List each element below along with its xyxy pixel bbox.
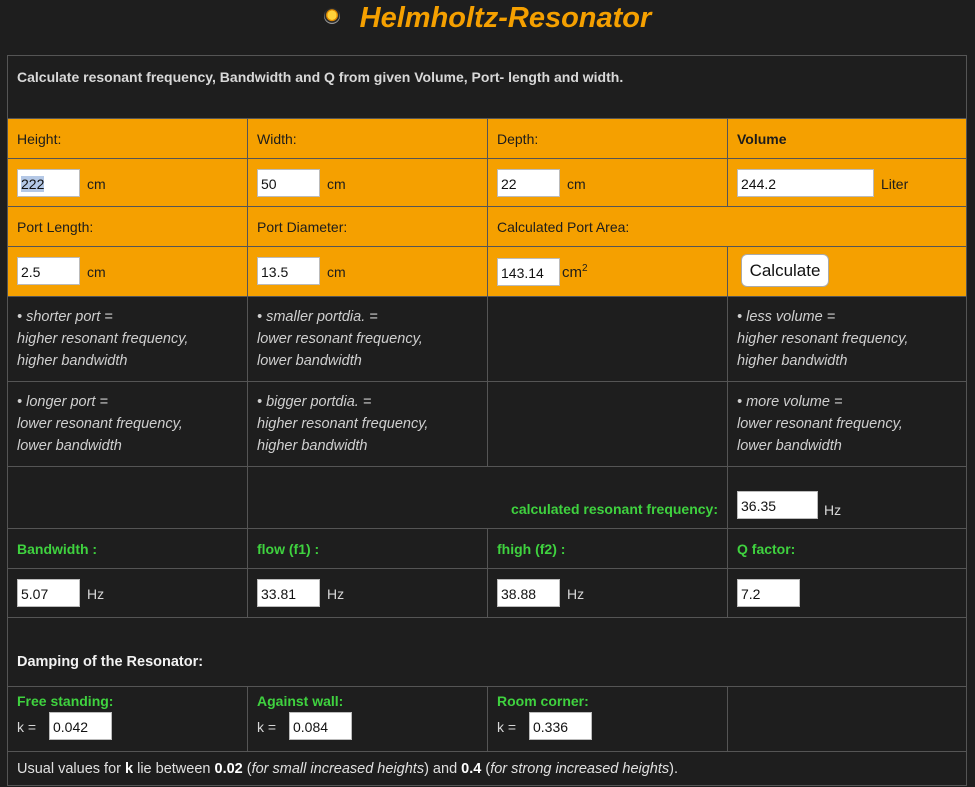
port-diameter-label-cell xyxy=(248,207,488,247)
footer-italic: for small increased heights xyxy=(251,761,425,777)
hint-line: • less volume = xyxy=(737,309,836,325)
hint-line: lower resonant frequency, xyxy=(17,416,183,432)
hint-longer-port xyxy=(8,382,248,467)
width-input[interactable]: 50 xyxy=(257,169,320,197)
intro-text: Calculate resonant frequency, Bandwidth and Q from given Volume, Port- length and width. xyxy=(17,69,624,85)
volume-label: Volume xyxy=(737,131,787,147)
hint-text xyxy=(737,306,908,372)
width-label-cell xyxy=(248,119,488,159)
damping-heading-row xyxy=(8,618,966,686)
bandwidth-value-cell xyxy=(8,569,248,618)
q-label-cell xyxy=(728,529,966,569)
bandwidth-unit: Hz xyxy=(87,586,105,602)
hint-text xyxy=(257,391,428,457)
room-corner-label: Room corner: xyxy=(497,693,589,709)
port-diameter-input[interactable]: 13.5 xyxy=(257,257,320,285)
damping-heading: Damping of the Resonator: xyxy=(17,654,204,670)
calculate-button[interactable]: Calculate xyxy=(741,254,829,287)
q-value-cell xyxy=(728,569,966,618)
flow-value-cell xyxy=(248,569,488,618)
k-label: k = xyxy=(497,719,517,735)
footer-part: ) and xyxy=(424,761,462,777)
footer-min-value: 0.02 xyxy=(214,761,243,777)
hint-line: higher resonant frequency, xyxy=(17,331,189,347)
depth-label-cell xyxy=(488,119,728,159)
intro-row xyxy=(8,56,966,119)
height-input[interactable] xyxy=(17,169,80,197)
hint-line: • more volume = xyxy=(737,394,843,410)
k-label: k = xyxy=(257,719,277,735)
port-area-cell xyxy=(488,247,728,297)
hint-line: higher bandwidth xyxy=(17,353,128,369)
footer-part: ( xyxy=(481,761,491,777)
free-standing-cell xyxy=(8,686,248,752)
footer-part: Usual values for xyxy=(17,761,125,777)
depth-label: Depth: xyxy=(497,131,539,147)
port-length-input-cell xyxy=(8,247,248,297)
hint-smaller-portdia xyxy=(248,297,488,382)
port-diameter-label: Port Diameter: xyxy=(257,219,348,235)
footer-note xyxy=(8,752,966,787)
volume-input-cell xyxy=(728,159,966,207)
footer-part: ). xyxy=(669,761,678,777)
hint-line: lower bandwidth xyxy=(257,353,362,369)
hint-line: lower bandwidth xyxy=(737,438,842,454)
height-input-value: 222 xyxy=(21,176,45,192)
port-area-unit-text: cm xyxy=(562,264,582,281)
volume-input[interactable]: 244.2 xyxy=(737,169,874,197)
k-label: k = xyxy=(17,719,37,735)
hint-line: higher bandwidth xyxy=(257,438,368,454)
port-area-unit xyxy=(562,263,588,281)
hint-text xyxy=(17,391,183,457)
bandwidth-label-cell xyxy=(8,529,248,569)
port-area-unit-sup: 2 xyxy=(582,263,588,274)
empty-cell xyxy=(488,382,728,467)
page-title-text: Helmholtz-Resonator xyxy=(359,2,652,34)
volume-label-cell xyxy=(728,119,966,159)
footer-part: ( xyxy=(242,761,252,777)
empty-cell xyxy=(488,297,728,382)
port-length-unit: cm xyxy=(87,264,106,280)
resonant-frequency-label: calculated resonant frequency: xyxy=(511,501,718,517)
resonant-unit: Hz xyxy=(824,502,842,518)
width-unit: cm xyxy=(327,176,346,192)
free-standing-k-input[interactable]: 0.042 xyxy=(49,712,112,740)
hint-text xyxy=(17,306,188,372)
empty-cell xyxy=(728,686,966,752)
footer-k: k xyxy=(125,761,134,777)
against-wall-cell xyxy=(248,686,488,752)
height-label: Height: xyxy=(17,131,62,147)
hint-line: higher resonant frequency, xyxy=(737,331,909,347)
hint-line: higher bandwidth xyxy=(737,353,848,369)
fhigh-unit: Hz xyxy=(567,586,585,602)
hint-more-volume xyxy=(728,382,966,467)
height-label-cell xyxy=(8,119,248,159)
page-title xyxy=(0,0,975,38)
bullet-icon xyxy=(324,8,340,24)
q-factor-output: 7.2 xyxy=(737,579,800,607)
against-wall-k-input[interactable]: 0.084 xyxy=(289,712,352,740)
height-input-cell xyxy=(8,159,248,207)
hint-line: • bigger portdia. = xyxy=(257,394,372,410)
fhigh-label-cell xyxy=(488,529,728,569)
empty-cell xyxy=(8,467,248,529)
q-factor-label: Q factor: xyxy=(737,541,796,557)
width-label: Width: xyxy=(257,131,297,147)
free-standing-label: Free standing: xyxy=(17,693,114,709)
hint-shorter-port xyxy=(8,297,248,382)
footer-part: lie between xyxy=(133,761,215,777)
port-area-label-cell xyxy=(488,207,966,247)
bandwidth-label: Bandwidth : xyxy=(17,541,98,557)
port-diameter-input-cell xyxy=(248,247,488,297)
flow-output: 33.81 xyxy=(257,579,320,607)
room-corner-k-input[interactable]: 0.336 xyxy=(529,712,592,740)
port-area-output: 143.14 xyxy=(497,258,560,286)
hint-text xyxy=(257,306,423,372)
width-input-cell xyxy=(248,159,488,207)
hint-line: lower resonant frequency, xyxy=(257,331,423,347)
against-wall-label: Against wall: xyxy=(257,693,344,709)
fhigh-output: 38.88 xyxy=(497,579,560,607)
hint-line: • longer port = xyxy=(17,394,108,410)
hint-line: • smaller portdia. = xyxy=(257,309,378,325)
depth-input[interactable]: 22 xyxy=(497,169,560,197)
depth-unit: cm xyxy=(567,176,586,192)
port-length-label-cell xyxy=(8,207,248,247)
height-unit: cm xyxy=(87,176,106,192)
hint-line: higher resonant frequency, xyxy=(257,416,429,432)
room-corner-cell xyxy=(488,686,728,752)
hint-line: lower resonant frequency, xyxy=(737,416,903,432)
fhigh-value-cell xyxy=(488,569,728,618)
bandwidth-output: 5.07 xyxy=(17,579,80,607)
port-area-label: Calculated Port Area: xyxy=(497,219,630,235)
resonant-value-cell xyxy=(728,467,966,529)
hint-line: • shorter port = xyxy=(17,309,113,325)
footer-max-value: 0.4 xyxy=(461,761,482,777)
hint-less-volume xyxy=(728,297,966,382)
calculate-cell xyxy=(728,247,966,297)
hint-line: lower bandwidth xyxy=(17,438,122,454)
flow-label-cell xyxy=(248,529,488,569)
port-diameter-unit: cm xyxy=(327,264,346,280)
hint-text xyxy=(737,391,903,457)
footer-italic: for strong increased heights xyxy=(490,761,670,777)
port-length-label: Port Length: xyxy=(17,219,94,235)
depth-input-cell xyxy=(488,159,728,207)
resonant-frequency-output: 36.35 xyxy=(737,491,818,519)
fhigh-label: fhigh (f2) : xyxy=(497,541,566,557)
port-length-input[interactable]: 2.5 xyxy=(17,257,80,285)
flow-unit: Hz xyxy=(327,586,345,602)
resonant-label-cell xyxy=(248,467,728,529)
calculator-panel xyxy=(7,55,967,786)
footer-text xyxy=(17,761,678,777)
hint-bigger-portdia xyxy=(248,382,488,467)
flow-label: flow (f1) : xyxy=(257,541,320,557)
volume-unit: Liter xyxy=(881,176,909,192)
